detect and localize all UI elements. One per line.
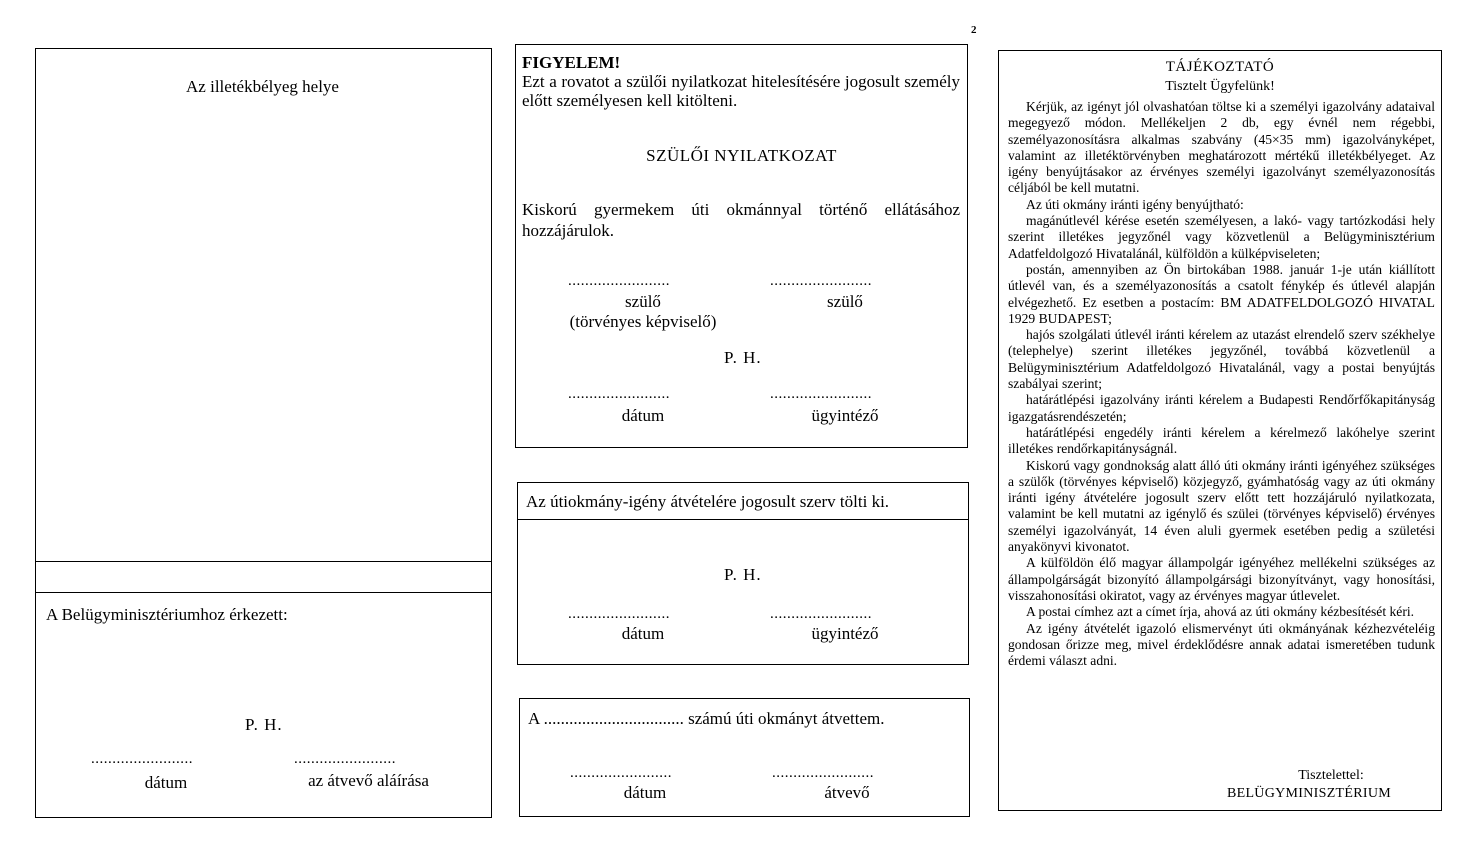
parental-declaration-box: [515, 44, 968, 448]
stamp-panel: [35, 48, 492, 818]
receiving-date-label: dátum: [621, 624, 665, 643]
declaration-clerk-dots: ........................: [770, 386, 872, 402]
parent1-label: szülő: [625, 292, 661, 311]
receiver-label: átvevő: [824, 783, 870, 802]
parent2-dots: ........................: [770, 273, 872, 289]
page-number: 2: [971, 24, 977, 36]
receiving-divider: [518, 519, 968, 520]
info-paragraph: hajós szolgálati útlevél iránti kérelem az utazást elrendelő szerv székhelye (telephelye) szerint illetékes jegyzőnél, továbbá közvetlenül a Belügyminisztérium Adatfeldolgozó Hivatalánál, vagy a postai benyújtás szabályai szerint;: [1008, 327, 1435, 392]
info-paragraph: határátlépési engedély iránti kérelem a kérelmező lakóhelye szerint illetékes rendőrkapitányságnál.: [1008, 424, 1435, 457]
date-label: dátum: [144, 773, 188, 792]
figyelem-title: FIGYELEM!: [522, 53, 621, 72]
divider-top: [36, 561, 491, 562]
figyelem-notice: Ezt a rovatot a szülői nyilatkozat hitelesítésére jogosult személy előtt személyesen kell kitölteni.: [522, 72, 960, 110]
receiving-authority-box: [517, 482, 969, 665]
info-paragraph: A postai címhez azt a címet írja, ahová az úti okmány kézbesítését kéri.: [1026, 604, 1415, 620]
declaration-date-dots: ........................: [568, 386, 670, 402]
info-paragraph: A külföldön élő magyar állampolgár igényéhez mellékelni szükséges az állampolgárságát bizonyító állampolgársági bizonyítványt, vagy honosítási, visszahonosítási okiratot, vagy az érvényes magyar útlevelet.: [1008, 555, 1435, 603]
declaration-ph: P. H.: [724, 348, 762, 367]
stamp-place-label: Az illetékbélyeg helye: [186, 77, 339, 96]
receiving-ph: P. H.: [724, 565, 762, 584]
information-box: [998, 50, 1442, 811]
declaration-heading: SZÜLŐI NYILATKOZAT: [646, 146, 837, 165]
receiving-clerk-label: ügyintéző: [811, 624, 879, 643]
received-date-dots: ........................: [570, 765, 672, 781]
info-paragraph: Kérjük, az igényt jól olvashatóan töltse ki a személyi igazolvány adataival megegyező módon. Mellékeljen 2 db, egy évnél nem régebbi, személyazonosításra alkalmas szabvány (45×35 mm) igazolványképet, valamint az illetéktörvényben meghatározott mértékű illetékbélyeget. Az igény benyújtásakor az érvényes személyi igazolványt személyazonosítás céljából be kell mutatni.: [1008, 99, 1435, 196]
declaration-date-label: dátum: [621, 406, 665, 425]
info-paragraph: Az úti okmány iránti igény benyújtható:: [1026, 196, 1244, 212]
receiving-authority-header: Az útiokmány-igény átvételére jogosult szerv tölti ki.: [526, 492, 890, 511]
parent1-dots: ........................: [568, 273, 670, 289]
receiving-clerk-dots: ........................: [770, 606, 872, 622]
received-label: A Belügyminisztériumhoz érkezett:: [46, 605, 288, 624]
receiver-dots: ........................: [772, 765, 874, 781]
info-signature: BELÜGYMINISZTÉRIUM: [1226, 786, 1392, 801]
info-paragraph: postán, amennyiben az Ön birtokában 1988. január 1-je után kiállított útlevél van, és a személyazonosítás a csatolt fénykép és útlevél alapján elvégezhető. Ez esetben a postacím: BM ADATFELDOLGOZÓ HIVATAL 1929 BUDAPEST;: [1008, 261, 1435, 326]
received-date-label: dátum: [623, 783, 667, 802]
consent-text: Kiskorú gyermekem úti okmánnyal történő ellátásához hozzájárulok.: [522, 200, 960, 240]
info-paragraph: Az igény átvételét igazoló elismervényt úti okmányának kézhezvételéig gondosan őrizze meg, mivel érdeklődésre annak adatai ismeretében tudunk érdemi választ adni.: [1008, 620, 1435, 669]
parent1-sub-label: (törvényes képviselő): [569, 312, 717, 331]
info-greeting: Tisztelt Ügyfelünk!: [1165, 79, 1275, 94]
document-received-line: A ................................. számú úti okmányt átvettem.: [528, 709, 885, 728]
signature-label: az átvevő aláírása: [308, 771, 429, 790]
info-body: [1008, 99, 1435, 669]
info-paragraph: Kiskorú vagy gondnokság alatt álló úti okmány iránti igényéhez szükséges a szülők (törvényes képviselő) közjegyző, gyámhatóság vagy az úti okmány iránti igény átvételére jogosult szerv előtt tett hozzájáruló nyilatkozata, valamint be kell mutatni az igénylő és szülei (törvényes képviselő) érvényes személyi igazolványát, 14 éven aluli gyermek esetében pedig a születési anyakönyvi kivonatot.: [1008, 457, 1435, 555]
stamp-ph: P. H.: [245, 715, 283, 734]
info-paragraph: határátlépési igazolvány iránti kérelem a Budapesti Rendőrfőkapitányság igazgatásrendészetén;: [1008, 392, 1435, 424]
info-closing: Tisztelettel:: [1298, 768, 1364, 783]
parent2-label: szülő: [827, 292, 863, 311]
date-dots: ........................: [91, 751, 193, 767]
info-paragraph: magánútlevél kérése esetén személyesen, a lakó- vagy tartózkodási hely szerint illetékes jegyzőnél vagy közvetlenül a Belügyminisztérium Adatfeldolgozó Hivatalánál, külföldön a külképviseleten;: [1008, 213, 1435, 261]
receiving-date-dots: ........................: [568, 606, 670, 622]
declaration-clerk-label: ügyintéző: [811, 406, 879, 425]
divider-bottom: [36, 592, 491, 593]
document-received-box: [519, 698, 970, 817]
info-title: TÁJÉKOZTATÓ: [1165, 59, 1275, 75]
signature-dots: ........................: [294, 751, 396, 767]
